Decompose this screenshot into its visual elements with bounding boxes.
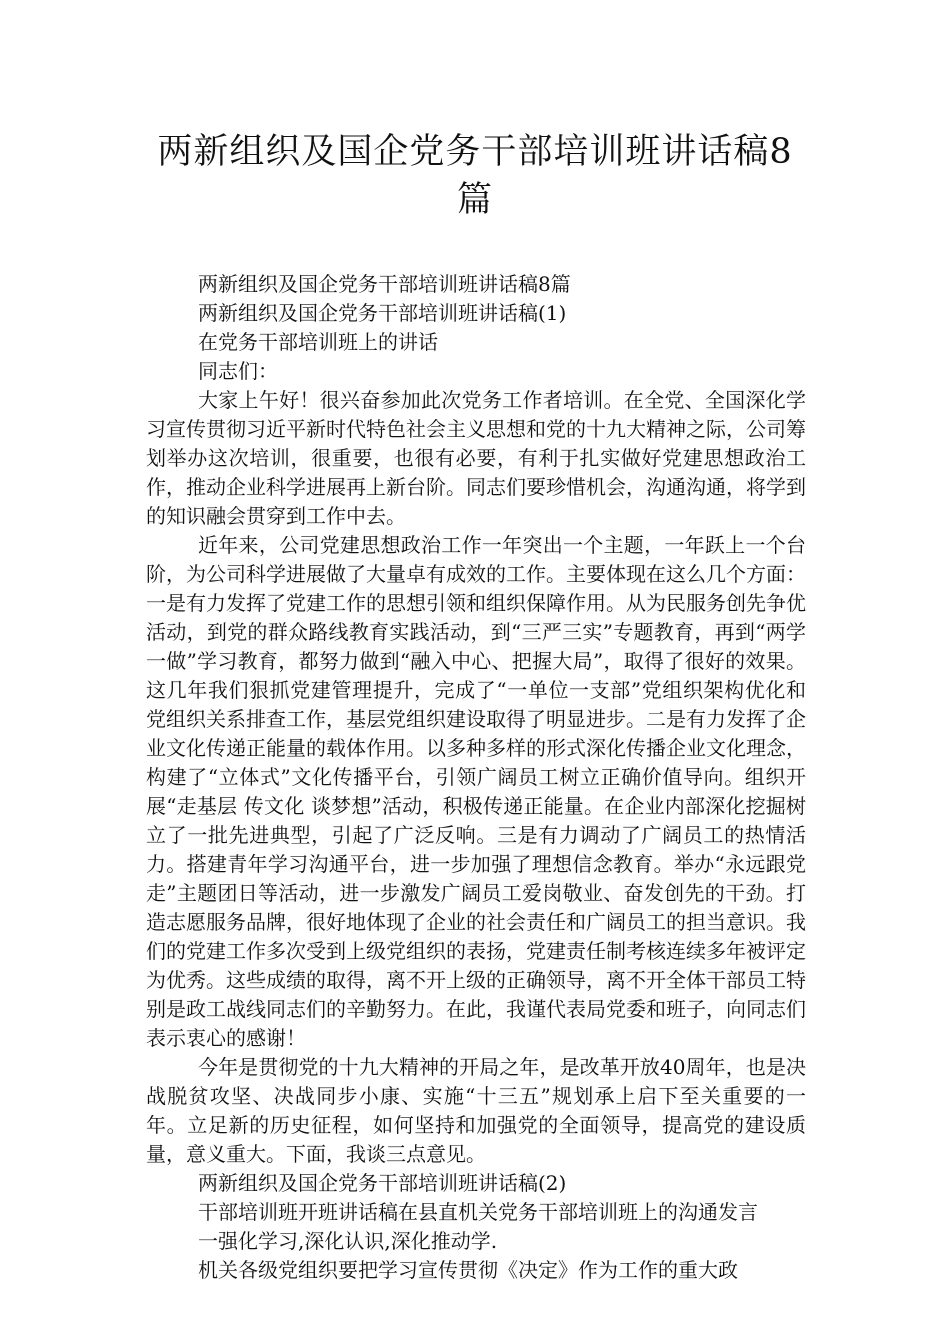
paragraph: 在党务干部培训班上的讲话 <box>198 330 438 354</box>
paragraph: 近年来，公司党建思想政治工作一年突出一个主题，一年跃上一个台阶，为公司科学进展做了大量卓有成效的工作。主要体现在这么几个方面：一是有力发挥了党建工作的思想引领和组织保障作用。从为民服务创先争优活动，到党的群众路线教育实践活动，到“三严三实”专题教育，再到“两学一做”学习教育，都努力做到“融入中心、把握大局”，取得了很好的效果。这几年我们狠抓党建管理提升，完成了“一单位一支部”党组织架构优化和党组织关系排查工作，基层党组织建设取得了明显进步。二是有力发挥了企业文化传递正能量的载体作用。以多种多样的形式深化传播企业文化理念，构建了“立体式”文化传播平台，引领广阔员工树立正确价值导向。组织开展“走基层 传文化 谈梦想”活动，积极传递正能量。在企业内部深化挖掘树立了一批先进典型，引起了广泛反响。三是有力调动了广阔员工的热情活力。搭建青年学习沟通平台，进一步加强了理想信念教育。举办“永远跟党走”主题团日等活动，进一步激发广阔员工爱岗敬业、奋发创先的干劲。打造志愿服务品牌，很好地体现了企业的社会责任和广阔员工的担当意识。我们的党建工作多次受到上级党组织的表扬，党建责任制考核连续多年被评定为优秀。这些成绩的取得，离不开上级的正确领导，离不开全体干部员工特别是政工战线同志们的辛勤努力。在此，我谨代表局党委和班子，向同志们表示衷心的感谢！ <box>146 533 806 1050</box>
document-title: 两新组织及国企党务干部培训班讲话稿8篇 <box>157 132 793 220</box>
paragraph: 两新组织及国企党务干部培训班讲话稿(2) <box>198 1171 567 1195</box>
paragraph: 今年是贯彻党的十九大精神的开局之年，是改革开放40周年，也是决战脱贫攻坚、决战同步小康、实施“十三五”规划承上启下至关重要的一年。立足新的历史征程，如何坚持和加强党的全面领导，提高党的建设质量，意义重大。下面，我谈三点意见。 <box>146 1055 806 1166</box>
paragraph: 两新组织及国企党务干部培训班讲话稿8篇 <box>198 272 571 296</box>
paragraph: 同志们： <box>198 359 278 383</box>
document-body <box>146 270 806 1285</box>
paragraph: 两新组织及国企党务干部培训班讲话稿(1) <box>198 301 567 325</box>
paragraph: 一强化学习,深化认识,深化推动学. <box>198 1229 498 1253</box>
paragraph: 干部培训班开班讲话稿在县直机关党务干部培训班上的沟通发言 <box>198 1200 758 1224</box>
paragraph: 机关各级党组织要把学习宣传贯彻《决定》作为工作的重大政 <box>198 1258 738 1282</box>
paragraph: 大家上午好！很兴奋参加此次党务工作者培训。在全党、全国深化学习宣传贯彻习近平新时代特色社会主义思想和党的十九大精神之际，公司筹划举办这次培训，很重要，也很有必要，有利于扎实做好党建思想政治工作，推动企业科学进展再上新台阶。同志们要珍惜机会，沟通沟通，将学到的知识融会贯穿到工作中去。 <box>146 388 806 528</box>
